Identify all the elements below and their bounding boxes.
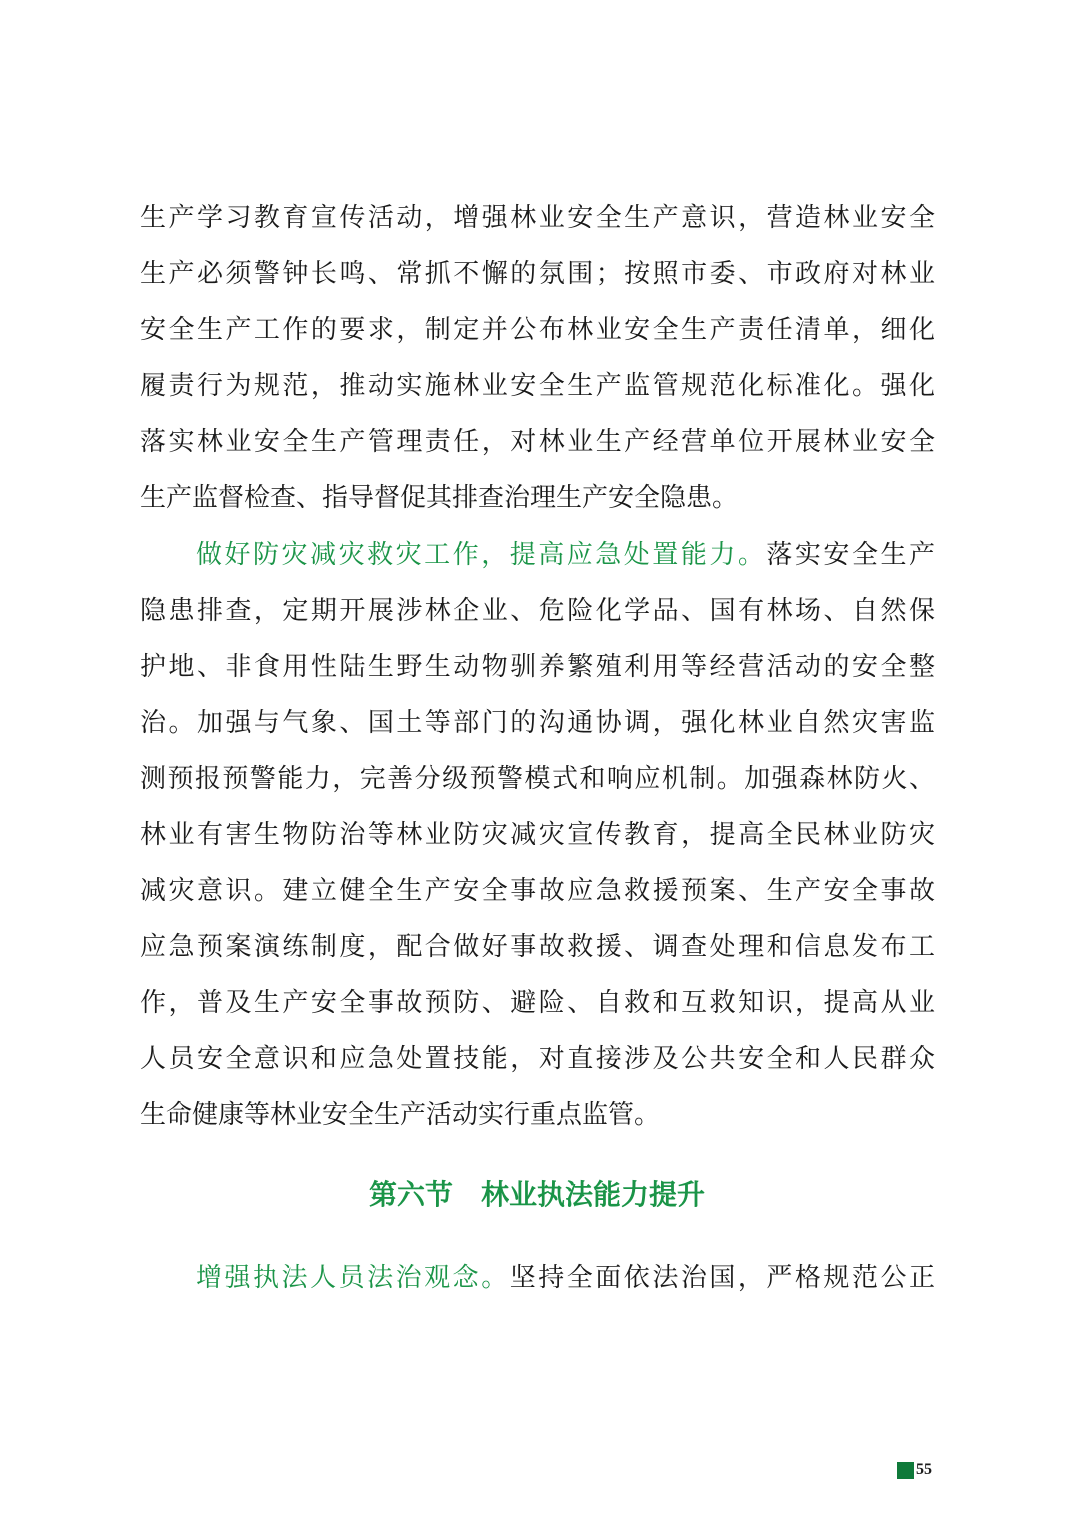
paragraph-2-line-9: 作，普及生产安全事故预防、避险、自救和互救知识，提高从业 [140, 988, 935, 1018]
paragraph-2-first-line-rest: 落实安全生产 [766, 540, 935, 570]
paragraph-2-line-4: 治。加强与气象、国土等部门的沟通协调，强化林业自然灾害监 [140, 708, 935, 738]
paragraph-2-line-10: 人员安全意识和应急处置技能，对直接涉及公共安全和人民群众 [140, 1044, 935, 1074]
paragraph-1-line-2: 生产必须警钟长鸣、常抓不懈的氛围；按照市委、市政府对林业 [140, 259, 935, 289]
paragraph-2-line-5: 测预报预警能力，完善分级预警模式和响应机制。加强森林防火、 [140, 764, 935, 794]
paragraph-1-line-1: 生产学习教育宣传活动，增强林业安全生产意识，营造林业安全 [140, 203, 935, 233]
paragraph-2-line-2: 隐患排查，定期开展涉林企业、危险化学品、国有林场、自然保 [140, 596, 935, 626]
footer-square-icon [897, 1462, 914, 1479]
paragraph-2-line-3: 护地、非食用性陆生野生动物驯养繁殖利用等经营活动的安全整 [140, 652, 935, 682]
paragraph-2-line-11: 生命健康等林业安全生产活动实行重点监管。 [140, 1100, 661, 1130]
paragraph-1-line-6: 生产监督检查、指导督促其排查治理生产安全隐患。 [140, 483, 739, 513]
paragraph-2-line-7: 减灾意识。建立健全生产安全事故应急救援预案、生产安全事故 [140, 876, 935, 906]
paragraph-1-line-3: 安全生产工作的要求，制定并公布林业安全生产责任清单，细化 [140, 315, 935, 345]
paragraph-2-line-1 [196, 535, 935, 575]
paragraph-2-line-8: 应急预案演练制度，配合做好事故救援、调查处理和信息发布工 [140, 932, 935, 962]
section-heading: 第六节 林业执法能力提升 [368, 1178, 705, 1211]
paragraph-2-line-6: 林业有害生物防治等林业防灾减灾宣传教育，提高全民林业防灾 [140, 820, 935, 850]
paragraph-2-highlight: 做好防灾减灾救灾工作，提高应急处置能力。 [196, 540, 767, 570]
paragraph-1-line-4: 履责行为规范，推动实施林业安全生产监管规范化标准化。强化 [140, 371, 935, 401]
page-footer [897, 1458, 932, 1482]
paragraph-3-line-1 [196, 1258, 935, 1298]
paragraph-1-line-5: 落实林业安全生产管理责任，对林业生产经营单位开展林业安全 [140, 427, 935, 457]
page-number: 55 [916, 1461, 932, 1478]
paragraph-3-highlight: 增强执法人员法治观念。 [196, 1263, 510, 1293]
paragraph-3-first-line-rest: 坚持全面依法治国，严格规范公正 [509, 1263, 935, 1293]
